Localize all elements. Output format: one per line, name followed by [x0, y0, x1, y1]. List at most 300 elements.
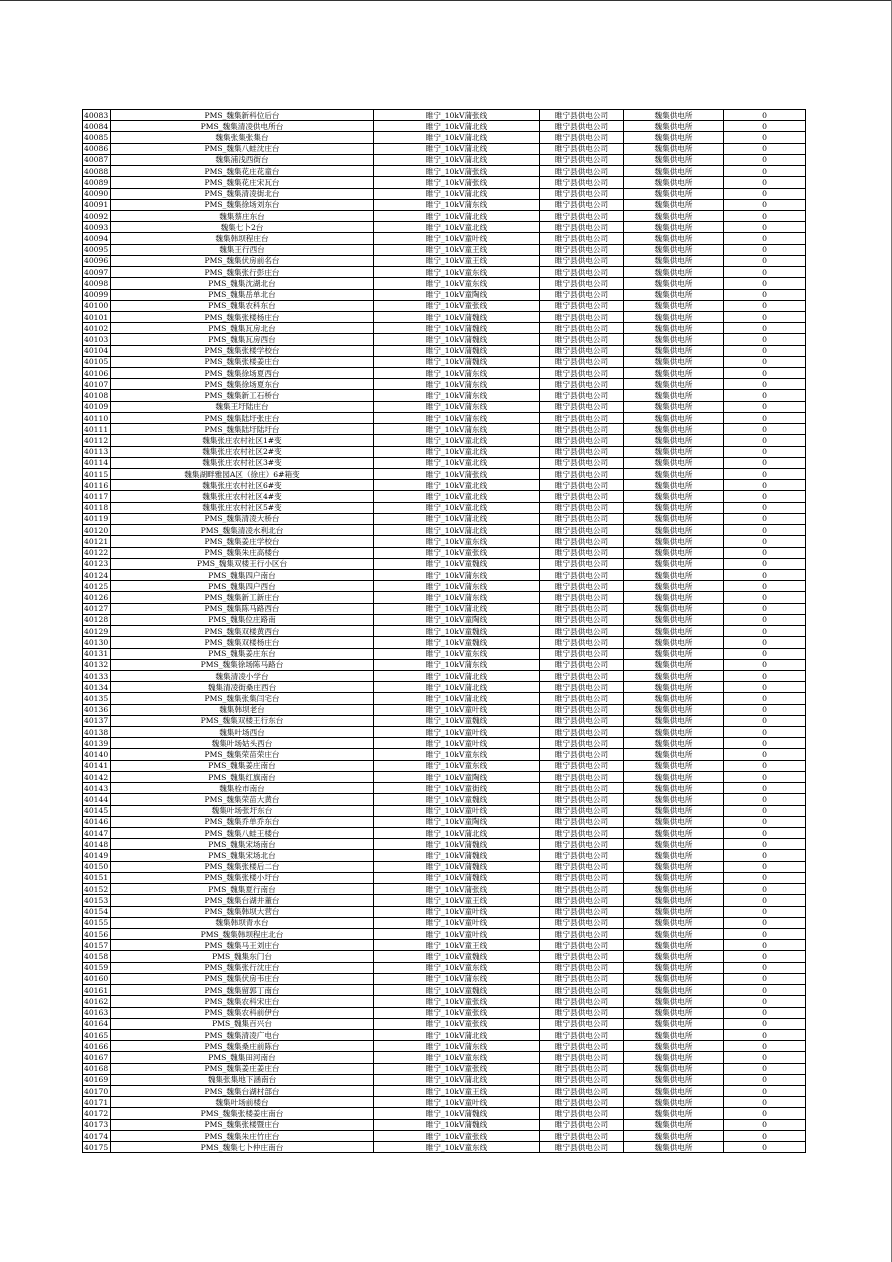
supply-office-cell: 魏集供电所 — [624, 121, 724, 132]
value-cell: 0 — [724, 311, 806, 322]
supply-office-cell: 魏集供电所 — [624, 884, 724, 895]
feeder-line-cell: 睢宁_10kV蒲东线 — [374, 569, 540, 580]
value-cell: 0 — [724, 412, 806, 423]
company-cell: 睢宁县供电公司 — [540, 1119, 624, 1130]
company-cell: 睢宁县供电公司 — [540, 839, 624, 850]
row-id-cell: 40158 — [83, 951, 111, 962]
row-id-cell: 40157 — [83, 940, 111, 951]
supply-office-cell: 魏集供电所 — [624, 244, 724, 255]
table-row — [83, 401, 806, 412]
supply-office-cell: 魏集供电所 — [624, 727, 724, 738]
row-id-cell: 40139 — [83, 738, 111, 749]
row-id-cell: 40100 — [83, 300, 111, 311]
value-cell: 0 — [724, 872, 806, 883]
station-name-cell: PMS_魏集朱庄竹庄台 — [111, 1130, 374, 1141]
table-row — [83, 1063, 806, 1074]
company-cell: 睢宁县供电公司 — [540, 861, 624, 872]
row-id-cell: 40140 — [83, 749, 111, 760]
table-row — [83, 884, 806, 895]
value-cell: 0 — [724, 233, 806, 244]
value-cell: 0 — [724, 794, 806, 805]
feeder-line-cell: 睢宁_10kV童陶线 — [374, 771, 540, 782]
row-id-cell: 40127 — [83, 603, 111, 614]
row-id-cell: 40166 — [83, 1041, 111, 1052]
feeder-line-cell: 睢宁_10kV童魏线 — [374, 626, 540, 637]
table-row — [83, 334, 806, 345]
supply-office-cell: 魏集供电所 — [624, 166, 724, 177]
table-row — [83, 917, 806, 928]
table-row — [83, 1130, 806, 1141]
feeder-line-cell: 睢宁_10kV童王线 — [374, 940, 540, 951]
row-id-cell: 40141 — [83, 760, 111, 771]
row-id-cell: 40152 — [83, 884, 111, 895]
row-id-cell: 40174 — [83, 1130, 111, 1141]
table-row — [83, 839, 806, 850]
value-cell: 0 — [724, 693, 806, 704]
value-cell: 0 — [724, 1142, 806, 1153]
feeder-line-cell: 睢宁_10kV蒲东线 — [374, 592, 540, 603]
supply-office-cell: 魏集供电所 — [624, 794, 724, 805]
row-id-cell: 40153 — [83, 895, 111, 906]
company-cell: 睢宁县供电公司 — [540, 356, 624, 367]
value-cell: 0 — [724, 401, 806, 412]
supply-office-cell: 魏集供电所 — [624, 1130, 724, 1141]
company-cell: 睢宁县供电公司 — [540, 323, 624, 334]
station-name-cell: PMS_魏集陈马路西台 — [111, 603, 374, 614]
supply-office-cell: 魏集供电所 — [624, 278, 724, 289]
feeder-line-cell: 睢宁_10kV蒲北线 — [374, 525, 540, 536]
station-name-cell: PMS_魏集花庄花童台 — [111, 166, 374, 177]
supply-office-cell: 魏集供电所 — [624, 368, 724, 379]
feeder-line-cell: 睢宁_10kV童北线 — [374, 435, 540, 446]
station-name-cell: PMS_魏集乔单乔东台 — [111, 816, 374, 827]
station-name-cell: PMS_魏集宋场南台 — [111, 839, 374, 850]
company-cell: 睢宁县供电公司 — [540, 368, 624, 379]
feeder-line-cell: 睢宁_10kV童张线 — [374, 1018, 540, 1029]
supply-office-cell: 魏集供电所 — [624, 895, 724, 906]
row-id-cell: 40171 — [83, 1097, 111, 1108]
station-name-cell: 魏集张庄农村社区6#变 — [111, 480, 374, 491]
feeder-line-cell: 睢宁_10kV蒲张线 — [374, 166, 540, 177]
feeder-line-cell: 睢宁_10kV蒲张线 — [374, 177, 540, 188]
table-row — [83, 996, 806, 1007]
table-row — [83, 390, 806, 401]
feeder-line-cell: 睢宁_10kV童张线 — [374, 1063, 540, 1074]
station-name-cell: PMS_魏集瓦房北台 — [111, 323, 374, 334]
row-id-cell: 40130 — [83, 637, 111, 648]
value-cell: 0 — [724, 928, 806, 939]
feeder-line-cell: 睢宁_10kV蒲东线 — [374, 581, 540, 592]
station-name-cell: 魏集韩坝青水台 — [111, 917, 374, 928]
table-row — [83, 379, 806, 390]
supply-office-cell: 魏集供电所 — [624, 1142, 724, 1153]
company-cell: 睢宁县供电公司 — [540, 435, 624, 446]
row-id-cell: 40167 — [83, 1052, 111, 1063]
row-id-cell: 40099 — [83, 289, 111, 300]
row-id-cell: 40125 — [83, 581, 111, 592]
table-row — [83, 233, 806, 244]
feeder-line-cell: 睢宁_10kV童叶线 — [374, 727, 540, 738]
value-cell: 0 — [724, 884, 806, 895]
feeder-line-cell: 睢宁_10kV童东线 — [374, 1142, 540, 1153]
table-row — [83, 985, 806, 996]
station-name-cell: PMS_魏集新工新庄台 — [111, 592, 374, 603]
table-row — [83, 828, 806, 839]
row-id-cell: 40117 — [83, 491, 111, 502]
feeder-line-cell: 睢宁_10kV蒲东线 — [374, 379, 540, 390]
row-id-cell: 40097 — [83, 267, 111, 278]
table-row — [83, 1041, 806, 1052]
row-id-cell: 40106 — [83, 368, 111, 379]
company-cell: 睢宁县供电公司 — [540, 334, 624, 345]
feeder-line-cell: 睢宁_10kV蒲北线 — [374, 1074, 540, 1085]
supply-office-cell: 魏集供电所 — [624, 861, 724, 872]
supply-office-cell: 魏集供电所 — [624, 457, 724, 468]
station-name-cell: PMS_魏集双楼杨庄台 — [111, 637, 374, 648]
station-name-cell: PMS_魏集张楼姜庄南台 — [111, 1108, 374, 1119]
row-id-cell: 40159 — [83, 962, 111, 973]
company-cell: 睢宁县供电公司 — [540, 985, 624, 996]
table-row — [83, 1097, 806, 1108]
company-cell: 睢宁县供电公司 — [540, 1052, 624, 1063]
station-name-cell: PMS_魏集徐场夏西台 — [111, 368, 374, 379]
value-cell: 0 — [724, 828, 806, 839]
row-id-cell: 40089 — [83, 177, 111, 188]
company-cell: 睢宁县供电公司 — [540, 132, 624, 143]
company-cell: 睢宁县供电公司 — [540, 973, 624, 984]
row-id-cell: 40173 — [83, 1119, 111, 1130]
station-name-cell: PMS_魏集姜庄学校台 — [111, 536, 374, 547]
station-name-cell: PMS_魏集新工石桥台 — [111, 390, 374, 401]
company-cell: 睢宁县供电公司 — [540, 637, 624, 648]
table-row — [83, 210, 806, 221]
supply-office-cell: 魏集供电所 — [624, 783, 724, 794]
supply-office-cell: 魏集供电所 — [624, 289, 724, 300]
company-cell: 睢宁县供电公司 — [540, 940, 624, 951]
supply-office-cell: 魏集供电所 — [624, 996, 724, 1007]
supply-office-cell: 魏集供电所 — [624, 715, 724, 726]
company-cell: 睢宁县供电公司 — [540, 928, 624, 939]
table-row — [83, 895, 806, 906]
row-id-cell: 40147 — [83, 828, 111, 839]
company-cell: 睢宁县供电公司 — [540, 816, 624, 827]
value-cell: 0 — [724, 816, 806, 827]
feeder-line-cell: 睢宁_10kV童张线 — [374, 300, 540, 311]
feeder-line-cell: 睢宁_10kV童叶线 — [374, 1097, 540, 1108]
station-name-cell: PMS_魏集徐场刘东台 — [111, 199, 374, 210]
supply-office-cell: 魏集供电所 — [624, 828, 724, 839]
table-row — [83, 412, 806, 423]
table-row — [83, 670, 806, 681]
company-cell: 睢宁县供电公司 — [540, 828, 624, 839]
feeder-line-cell: 睢宁_10kV蒲东线 — [374, 199, 540, 210]
feeder-line-cell: 睢宁_10kV童魏线 — [374, 985, 540, 996]
supply-office-cell: 魏集供电所 — [624, 985, 724, 996]
table-row — [83, 626, 806, 637]
row-id-cell: 40124 — [83, 569, 111, 580]
supply-office-cell: 魏集供电所 — [624, 233, 724, 244]
value-cell: 0 — [724, 603, 806, 614]
table-row — [83, 311, 806, 322]
table-row — [83, 581, 806, 592]
value-cell: 0 — [724, 244, 806, 255]
company-cell: 睢宁县供电公司 — [540, 1108, 624, 1119]
value-cell: 0 — [724, 1119, 806, 1130]
station-name-cell: PMS_魏集韩坝程庄北台 — [111, 928, 374, 939]
station-name-cell: PMS_魏集张集闫宅台 — [111, 693, 374, 704]
value-cell: 0 — [724, 323, 806, 334]
station-name-cell: PMS_魏集张楼暨庄台 — [111, 1119, 374, 1130]
table-row — [83, 1018, 806, 1029]
row-id-cell: 40134 — [83, 682, 111, 693]
supply-office-cell: 魏集供电所 — [624, 401, 724, 412]
table-row — [83, 368, 806, 379]
value-cell: 0 — [724, 760, 806, 771]
table-row — [83, 121, 806, 132]
top-border-line — [0, 0, 892, 1]
value-cell: 0 — [724, 390, 806, 401]
feeder-line-cell: 睢宁_10kV蒲北线 — [374, 603, 540, 614]
row-id-cell: 40107 — [83, 379, 111, 390]
station-name-cell: PMS_魏集荣苗大黄台 — [111, 794, 374, 805]
feeder-line-cell: 睢宁_10kV蒲北线 — [374, 143, 540, 154]
row-id-cell: 40172 — [83, 1108, 111, 1119]
station-name-cell: PMS_魏集张行沈庄台 — [111, 962, 374, 973]
company-cell: 睢宁县供电公司 — [540, 244, 624, 255]
station-name-cell: 魏集七卜2台 — [111, 222, 374, 233]
supply-office-cell: 魏集供电所 — [624, 1018, 724, 1029]
company-cell: 睢宁县供电公司 — [540, 749, 624, 760]
row-id-cell: 40104 — [83, 345, 111, 356]
row-id-cell: 40109 — [83, 401, 111, 412]
table-row — [83, 928, 806, 939]
supply-office-cell: 魏集供电所 — [624, 771, 724, 782]
value-cell: 0 — [724, 749, 806, 760]
supply-office-cell: 魏集供电所 — [624, 850, 724, 861]
feeder-line-cell: 睢宁_10kV蒲魏线 — [374, 311, 540, 322]
company-cell: 睢宁县供电公司 — [540, 1018, 624, 1029]
value-cell: 0 — [724, 154, 806, 165]
supply-office-cell: 魏集供电所 — [624, 1086, 724, 1097]
supply-office-cell: 魏集供电所 — [624, 928, 724, 939]
station-name-cell: PMS_魏集姜庄南台 — [111, 760, 374, 771]
supply-office-cell: 魏集供电所 — [624, 412, 724, 423]
value-cell: 0 — [724, 626, 806, 637]
table-row — [83, 682, 806, 693]
table-row — [83, 525, 806, 536]
feeder-line-cell: 睢宁_10kV蒲魏线 — [374, 334, 540, 345]
station-name-cell: PMS_魏集台湖井董台 — [111, 895, 374, 906]
station-name-cell: 魏集清凌街桑庄西台 — [111, 682, 374, 693]
station-name-cell: PMS_魏集八蛙沈庄台 — [111, 143, 374, 154]
value-cell: 0 — [724, 973, 806, 984]
table-row — [83, 154, 806, 165]
station-name-cell: 魏集栓市南台 — [111, 783, 374, 794]
table-row — [83, 289, 806, 300]
station-name-cell: PMS_魏集张楼姜庄台 — [111, 356, 374, 367]
company-cell: 睢宁县供电公司 — [540, 603, 624, 614]
company-cell: 睢宁县供电公司 — [540, 614, 624, 625]
table-row — [83, 558, 806, 569]
value-cell: 0 — [724, 783, 806, 794]
station-name-cell: 魏集叶场姑头西台 — [111, 738, 374, 749]
station-name-cell: 魏集张庄农村社区4#变 — [111, 491, 374, 502]
supply-office-cell: 魏集供电所 — [624, 188, 724, 199]
station-name-cell: PMS_魏集陆圩陆圩台 — [111, 424, 374, 435]
supply-office-cell: 魏集供电所 — [624, 267, 724, 278]
supply-office-cell: 魏集供电所 — [624, 547, 724, 558]
row-id-cell: 40135 — [83, 693, 111, 704]
table-row — [83, 424, 806, 435]
company-cell: 睢宁县供电公司 — [540, 446, 624, 457]
station-name-cell: PMS_魏集位庄路南 — [111, 614, 374, 625]
supply-office-cell: 魏集供电所 — [624, 816, 724, 827]
value-cell: 0 — [724, 513, 806, 524]
station-name-cell: PMS_魏集姜庄东台 — [111, 648, 374, 659]
station-name-cell: PMS_魏集新科位后台 — [111, 110, 374, 121]
value-cell: 0 — [724, 356, 806, 367]
supply-office-cell: 魏集供电所 — [624, 917, 724, 928]
feeder-line-cell: 睢宁_10kV蒲北线 — [374, 154, 540, 165]
value-cell: 0 — [724, 1074, 806, 1085]
feeder-line-cell: 睢宁_10kV蒲魏线 — [374, 850, 540, 861]
station-name-cell: PMS_魏集马王刘庄台 — [111, 940, 374, 951]
station-name-cell: 魏集浦浅西街台 — [111, 154, 374, 165]
station-name-cell: 魏集蔡庄东台 — [111, 210, 374, 221]
supply-office-cell: 魏集供电所 — [624, 1029, 724, 1040]
company-cell: 睢宁县供电公司 — [540, 121, 624, 132]
row-id-cell: 40164 — [83, 1018, 111, 1029]
table-row — [83, 110, 806, 121]
table-row — [83, 166, 806, 177]
table-row — [83, 1007, 806, 1018]
row-id-cell: 40084 — [83, 121, 111, 132]
supply-office-cell: 魏集供电所 — [624, 581, 724, 592]
value-cell: 0 — [724, 962, 806, 973]
row-id-cell: 40131 — [83, 648, 111, 659]
station-name-cell: PMS_魏集农科前伊台 — [111, 1007, 374, 1018]
station-name-cell: 魏集王圩陆庄台 — [111, 401, 374, 412]
table-row — [83, 951, 806, 962]
feeder-line-cell: 睢宁_10kV蒲北线 — [374, 132, 540, 143]
station-name-cell: PMS_魏集桑庄前陈台 — [111, 1041, 374, 1052]
feeder-line-cell: 睢宁_10kV童东线 — [374, 536, 540, 547]
row-id-cell: 40091 — [83, 199, 111, 210]
row-id-cell: 40118 — [83, 502, 111, 513]
station-name-cell: PMS_魏集百兴台 — [111, 1018, 374, 1029]
value-cell: 0 — [724, 435, 806, 446]
row-id-cell: 40154 — [83, 906, 111, 917]
company-cell: 睢宁县供电公司 — [540, 626, 624, 637]
table-row — [83, 278, 806, 289]
row-id-cell: 40162 — [83, 996, 111, 1007]
table-row — [83, 446, 806, 457]
feeder-line-cell: 睢宁_10kV蒲魏线 — [374, 1119, 540, 1130]
supply-office-cell: 魏集供电所 — [624, 592, 724, 603]
supply-office-cell: 魏集供电所 — [624, 1119, 724, 1130]
company-cell: 睢宁县供电公司 — [540, 536, 624, 547]
value-cell: 0 — [724, 1007, 806, 1018]
value-cell: 0 — [724, 614, 806, 625]
feeder-line-cell: 睢宁_10kV蒲北线 — [374, 210, 540, 221]
supply-office-cell: 魏集供电所 — [624, 110, 724, 121]
company-cell: 睢宁县供电公司 — [540, 300, 624, 311]
feeder-line-cell: 睢宁_10kV童叶线 — [374, 704, 540, 715]
company-cell: 睢宁县供电公司 — [540, 895, 624, 906]
company-cell: 睢宁县供电公司 — [540, 1074, 624, 1085]
value-cell: 0 — [724, 480, 806, 491]
value-cell: 0 — [724, 558, 806, 569]
company-cell: 睢宁县供电公司 — [540, 592, 624, 603]
value-cell: 0 — [724, 850, 806, 861]
table-row — [83, 513, 806, 524]
company-cell: 睢宁县供电公司 — [540, 210, 624, 221]
supply-office-cell: 魏集供电所 — [624, 1007, 724, 1018]
value-cell: 0 — [724, 670, 806, 681]
station-name-cell: 魏集叶场前楼台 — [111, 1097, 374, 1108]
value-cell: 0 — [724, 996, 806, 1007]
table-row — [83, 480, 806, 491]
table-row — [83, 267, 806, 278]
feeder-line-cell: 睢宁_10kV童北线 — [374, 446, 540, 457]
company-cell: 睢宁县供电公司 — [540, 906, 624, 917]
value-cell: 0 — [724, 255, 806, 266]
station-name-cell: PMS_魏集留郭丁南台 — [111, 985, 374, 996]
feeder-line-cell: 睢宁_10kV蒲魏线 — [374, 345, 540, 356]
feeder-line-cell: 睢宁_10kV童叶线 — [374, 928, 540, 939]
feeder-line-cell: 睢宁_10kV童叶线 — [374, 233, 540, 244]
supply-office-cell: 魏集供电所 — [624, 659, 724, 670]
station-name-cell: PMS_魏集姜庄姜庄台 — [111, 1063, 374, 1074]
row-id-cell: 40105 — [83, 356, 111, 367]
company-cell: 睢宁县供电公司 — [540, 469, 624, 480]
feeder-line-cell: 睢宁_10kV童魏线 — [374, 794, 540, 805]
supply-office-cell: 魏集供电所 — [624, 311, 724, 322]
company-cell: 睢宁县供电公司 — [540, 143, 624, 154]
feeder-line-cell: 睢宁_10kV蒲东线 — [374, 368, 540, 379]
row-id-cell: 40113 — [83, 446, 111, 457]
value-cell: 0 — [724, 917, 806, 928]
value-cell: 0 — [724, 222, 806, 233]
feeder-line-cell: 睢宁_10kV蒲魏线 — [374, 872, 540, 883]
station-name-cell: PMS_魏集张楼小圩台 — [111, 872, 374, 883]
feeder-line-cell: 睢宁_10kV童北线 — [374, 480, 540, 491]
supply-office-cell: 魏集供电所 — [624, 637, 724, 648]
value-cell: 0 — [724, 1097, 806, 1108]
supply-office-cell: 魏集供电所 — [624, 603, 724, 614]
station-name-cell: PMS_魏集夏行南台 — [111, 884, 374, 895]
value-cell: 0 — [724, 1052, 806, 1063]
feeder-line-cell: 睢宁_10kV蒲北线 — [374, 513, 540, 524]
supply-office-cell: 魏集供电所 — [624, 569, 724, 580]
company-cell: 睢宁县供电公司 — [540, 424, 624, 435]
value-cell: 0 — [724, 278, 806, 289]
station-name-cell: PMS_魏集四户西台 — [111, 581, 374, 592]
supply-office-cell: 魏集供电所 — [624, 177, 724, 188]
value-cell: 0 — [724, 637, 806, 648]
company-cell: 睢宁县供电公司 — [540, 1029, 624, 1040]
table-row — [83, 255, 806, 266]
row-id-cell: 40108 — [83, 390, 111, 401]
row-id-cell: 40156 — [83, 928, 111, 939]
feeder-line-cell: 睢宁_10kV蒲魏线 — [374, 323, 540, 334]
company-cell: 睢宁县供电公司 — [540, 850, 624, 861]
company-cell: 睢宁县供电公司 — [540, 199, 624, 210]
supply-office-cell: 魏集供电所 — [624, 132, 724, 143]
supply-office-cell: 魏集供电所 — [624, 738, 724, 749]
row-id-cell: 40094 — [83, 233, 111, 244]
value-cell: 0 — [724, 581, 806, 592]
